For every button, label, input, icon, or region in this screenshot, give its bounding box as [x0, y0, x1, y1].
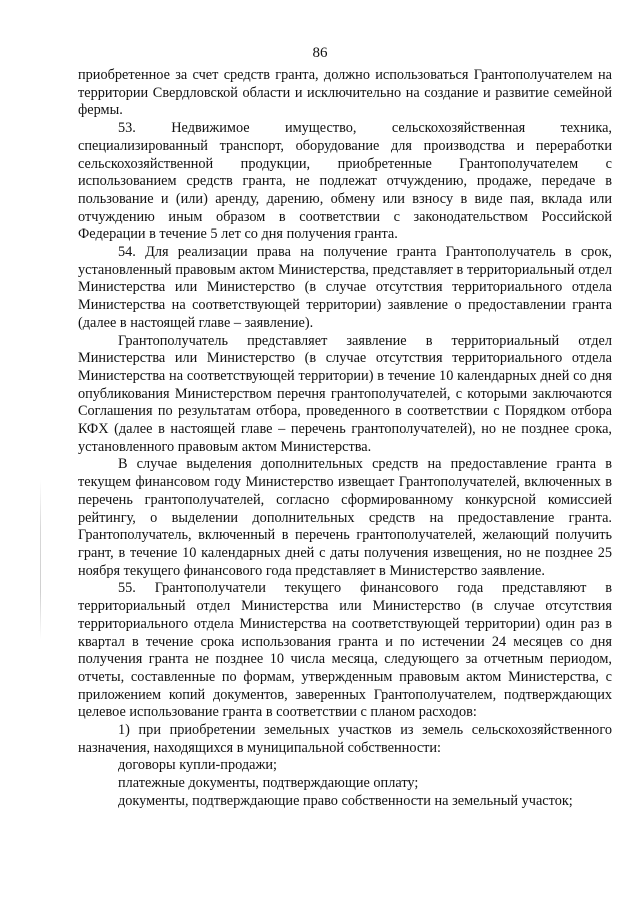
paragraph-54-submission: Грантополучатель представляет заявление в территориальный отдел Министерства или Министерство (в случае отсутствия территориального отдела Министерства на соответствующей территории) в течение 10 календарных дней со дня опубликования Министерством перечня грантополучателей, с которыми заключаются Соглашения по результатам отбора, проведенного в соответствии с Порядком отбора КФХ (далее в настоящей главе – перечень грантополучателей), но не позднее срока, установленного правовым актом Министерства.	[78, 332, 612, 455]
list-item: документы, подтверждающие право собственности на земельный участок;	[118, 792, 573, 809]
document-body	[78, 67, 612, 811]
list-item: договоры купли-продажи;	[118, 757, 277, 774]
paragraph-55-item-1: 1) при приобретении земельных участков из земель сельскохозяйственного назначения, находящихся в муниципальной собственности:	[78, 722, 612, 756]
paragraph-54: 54. Для реализации права на получение гранта Грантополучатель в срок, установленный правовым актом Министерства, представляет в территориальный отдел Министерства или Министерство (в случае отсутствия территориального отдела Министерства на соответствующей территории) заявление о предоставлении гранта (далее в настоящей главе – заявление).	[78, 244, 612, 331]
page-number: 86	[312, 45, 328, 61]
list-item: платежные документы, подтверждающие оплату;	[118, 775, 419, 792]
paragraph-54-additional-funds: В случае выделения дополнительных средств на предоставление гранта в текущем финансовом году Министерство извещает Грантополучателей, включенных в перечень грантополучателей, согласно сформированному конкурсной комиссией рейтингу, о выделении дополнительных средств на предоставление гранта. Грантополучатель, включенный в перечень грантополучателей, желающий получить грант, в течение 10 календарных дней с даты получения извещения, но не позднее 25 ноября текущего финансового года представляет в Министерство заявление.	[78, 456, 612, 579]
paragraph-55: 55. Грантополучатели текущего финансового года представляют в территориальный отдел Министерства или Министерство (в случае отсутствия территориального отдела Министерства на соответствующей территории) один раз в квартал в течение срока использования гранта и по истечении 24 месяцев со дня получения гранта не позднее 10 числа месяца, следующего за отчетным периодом, отчеты, составленные по формам, утвержденным правовым актом Министерства, с приложением копий документов, заверенных Грантополучателем, подтверждающих целевое использование гранта в соответствии с планом расходов:	[78, 580, 612, 721]
scan-margin-mark	[40, 480, 41, 640]
paragraph-53: 53. Недвижимое имущество, сельскохозяйственная техника, специализированный транспорт, оборудование для производства и переработки сельскохозяйственной продукции, приобретенные Грантополучателем с использованием средств гранта, не подлежат отчуждению, продаже, передаче в пользование и (или) аренду, дарению, обмену или взносу в виде пая, вклада или отчуждению иным образом в соответствии с законодательством Российской Федерации в течение 5 лет со дня получения гранта.	[78, 120, 612, 243]
paragraph-continuation: приобретенное за счет средств гранта, должно использоваться Грантополучателем на территории Свердловской области и исключительно на создание и развитие семейной фермы.	[78, 67, 612, 119]
